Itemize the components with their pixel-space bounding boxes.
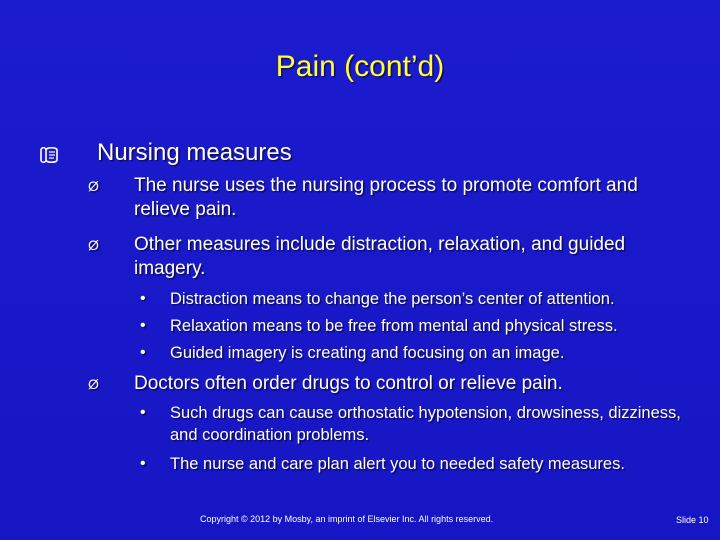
sub-list-item-text: Guided imagery is creating and focusing on an image.	[170, 344, 565, 362]
arrow-bullet-icon: Ø	[88, 178, 99, 194]
sub-list-item-text: Distraction means to change the person’s center of attention.	[170, 290, 615, 308]
bullet-icon: •	[140, 404, 146, 421]
arrow-bullet-icon: Ø	[88, 237, 99, 253]
slide-title: Pain (cont’d)	[275, 50, 445, 83]
arrow-bullet-icon: Ø	[88, 376, 99, 392]
sub-list-item-text: Relaxation means to be free from mental and physical stress.	[170, 317, 618, 335]
bullet-icon: •	[140, 290, 146, 307]
bullet-icon: •	[140, 317, 146, 334]
section-heading: Nursing measures	[97, 139, 292, 166]
sub-list-item-text: Such drugs can cause orthostatic hypotension, drowsiness, dizziness, and coordination problems.	[170, 404, 681, 444]
scroll-icon	[38, 144, 60, 166]
footer-copyright: Copyright © 2012 by Mosby, an imprint of Elsevier Inc. All rights reserved.	[200, 514, 494, 524]
slide-number: Slide 10	[676, 515, 709, 525]
bullet-icon: •	[140, 455, 146, 472]
list-item-text: Doctors often order drugs to control or relieve pain.	[134, 373, 563, 394]
sub-list-item-text: The nurse and care plan alert you to needed safety measures.	[170, 455, 625, 473]
list-item-text: The nurse uses the nursing process to promote comfort and relieve pain.	[134, 175, 638, 220]
bullet-icon: •	[140, 344, 146, 361]
list-item-text: Other measures include distraction, relaxation, and guided imagery.	[134, 234, 626, 279]
